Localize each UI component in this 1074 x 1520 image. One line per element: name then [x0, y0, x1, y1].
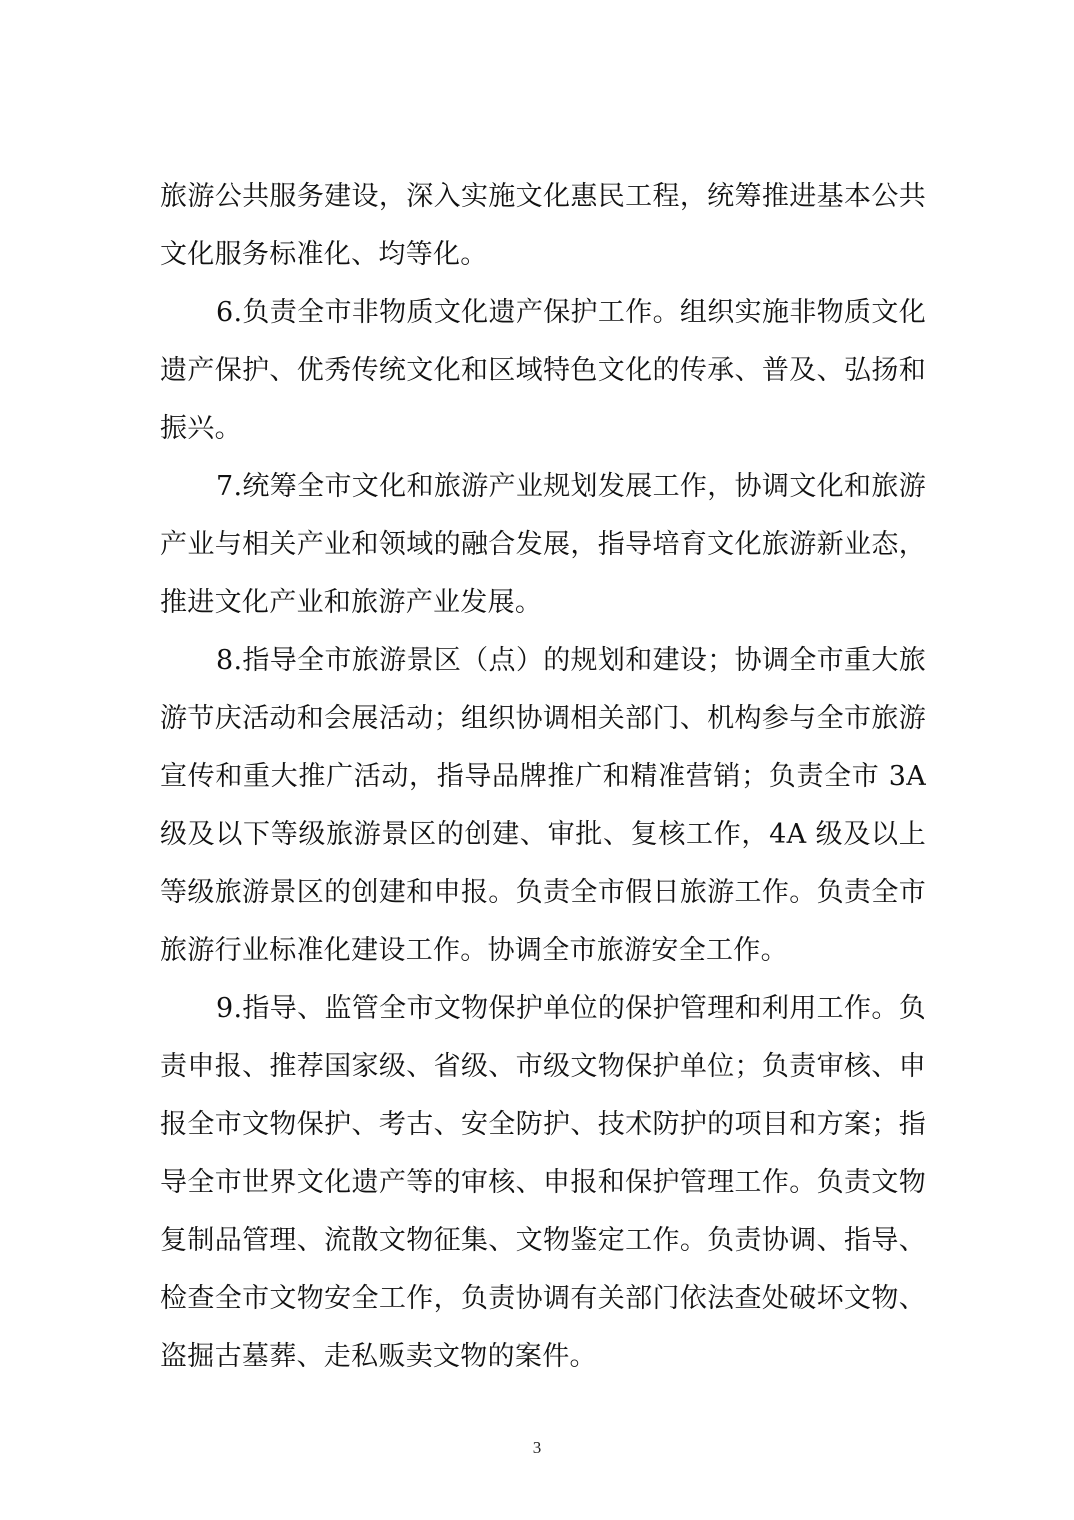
document-body	[160, 168, 926, 1386]
page-number: 3	[532, 1438, 542, 1457]
paragraph-item-6: 6.负责全市非物质文化遗产保护工作。组织实施非物质文化遗产保护、优秀传统文化和区域特色文化的传承、普及、弘扬和振兴。	[160, 297, 926, 444]
paragraph-item-9: 9.指导、监管全市文物保护单位的保护管理和利用工作。负责申报、推荐国家级、省级、市级文物保护单位；负责审核、申报全市文物保护、考古、安全防护、技术防护的项目和方案；指导全市世界文化遗产等的审核、申报和保护管理工作。负责文物复制品管理、流散文物征集、文物鉴定工作。负责协调、指导、检查全市文物安全工作，负责协调有关部门依法查处破坏文物、盗掘古墓葬、走私贩卖文物的案件。	[160, 993, 926, 1372]
paragraph-item-8: 8.指导全市旅游景区（点）的规划和建设；协调全市重大旅游节庆活动和会展活动；组织协调相关部门、机构参与全市旅游宣传和重大推广活动，指导品牌推广和精准营销；负责全市 3A 级及以下等级旅游景区的创建、审批、复核工作，4A 级及以上等级旅游景区的创建和申报。负责全市假日旅游工作。负责全市旅游行业标准化建设工作。协调全市旅游安全工作。	[160, 645, 926, 966]
paragraph-item-7: 7.统筹全市文化和旅游产业规划发展工作，协调文化和旅游产业与相关产业和领域的融合发展，指导培育文化旅游新业态，推进文化产业和旅游产业发展。	[160, 471, 926, 618]
paragraph-continuation: 旅游公共服务建设，深入实施文化惠民工程，统筹推进基本公共文化服务标准化、均等化。	[160, 181, 926, 270]
